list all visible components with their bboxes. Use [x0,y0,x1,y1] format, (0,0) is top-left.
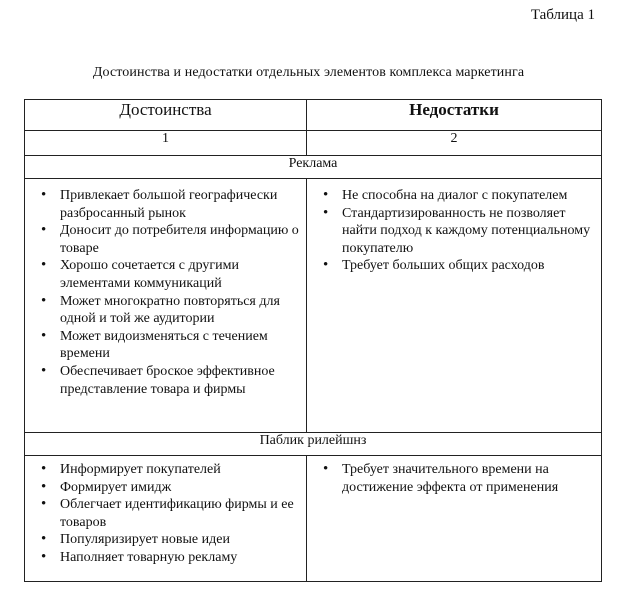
list-item: • Популяризирует новые идеи [25,531,304,549]
list-item: • Не способна на диалог с покупателем [307,187,599,205]
advantages-cell [25,179,307,433]
list-item: • Обеспечивает броское эффективное представление товара и фирмы [25,363,304,398]
marketing-mix-table [24,99,602,582]
list-item: • Стандартизированность не позволяет найти подход к каждому потенциальному покупателю [307,205,599,258]
disadvantages-cell [307,456,602,582]
section-row-public-relations [25,433,602,456]
list-item: • Может видоизменяться с течением времени [25,328,304,363]
advantages-cell [25,456,307,582]
table-number-label: Таблица 1 [530,7,595,23]
list-item: • Может многократно повторяться для одной и той же аудитории [25,293,304,328]
column-number-1: 1 [25,131,307,156]
column-number-row [25,131,602,156]
disadvantages-list [307,179,601,275]
disadvantages-list [307,456,601,496]
list-item: • Формирует имидж [25,479,304,497]
list-item: • Доносит до потребителя информацию о товаре [25,222,304,257]
header-disadvantages: Недостатки [307,100,602,131]
content-row-advertising [25,179,602,433]
content-row-public-relations [25,456,602,582]
list-item: • Требует больших общих расходов [307,257,599,275]
list-item: • Наполняет товарную рекламу [25,549,304,567]
advantages-list [25,179,306,398]
section-title: Паблик рилейшнз [25,433,602,456]
disadvantages-cell [307,179,602,433]
list-item: • Информирует покупателей [25,461,304,479]
list-item: • Привлекает большой географически разбросанный рынок [25,187,304,222]
list-item: • Хорошо сочетается с другими элементами коммуникаций [25,257,304,292]
column-number-2: 2 [307,131,602,156]
list-item: • Требует значительного времени на достижение эффекта от применения [307,461,599,496]
section-row-advertising [25,156,602,179]
list-item: • Облегчает идентификацию фирмы и ее товаров [25,496,304,531]
header-advantages: Достоинства [25,100,307,131]
table-caption: Достоинства и недостатки отдельных элементов комплекса маркетинга [92,65,525,80]
advantages-list [25,456,306,567]
header-row [25,100,602,131]
section-title: Реклама [25,156,602,179]
